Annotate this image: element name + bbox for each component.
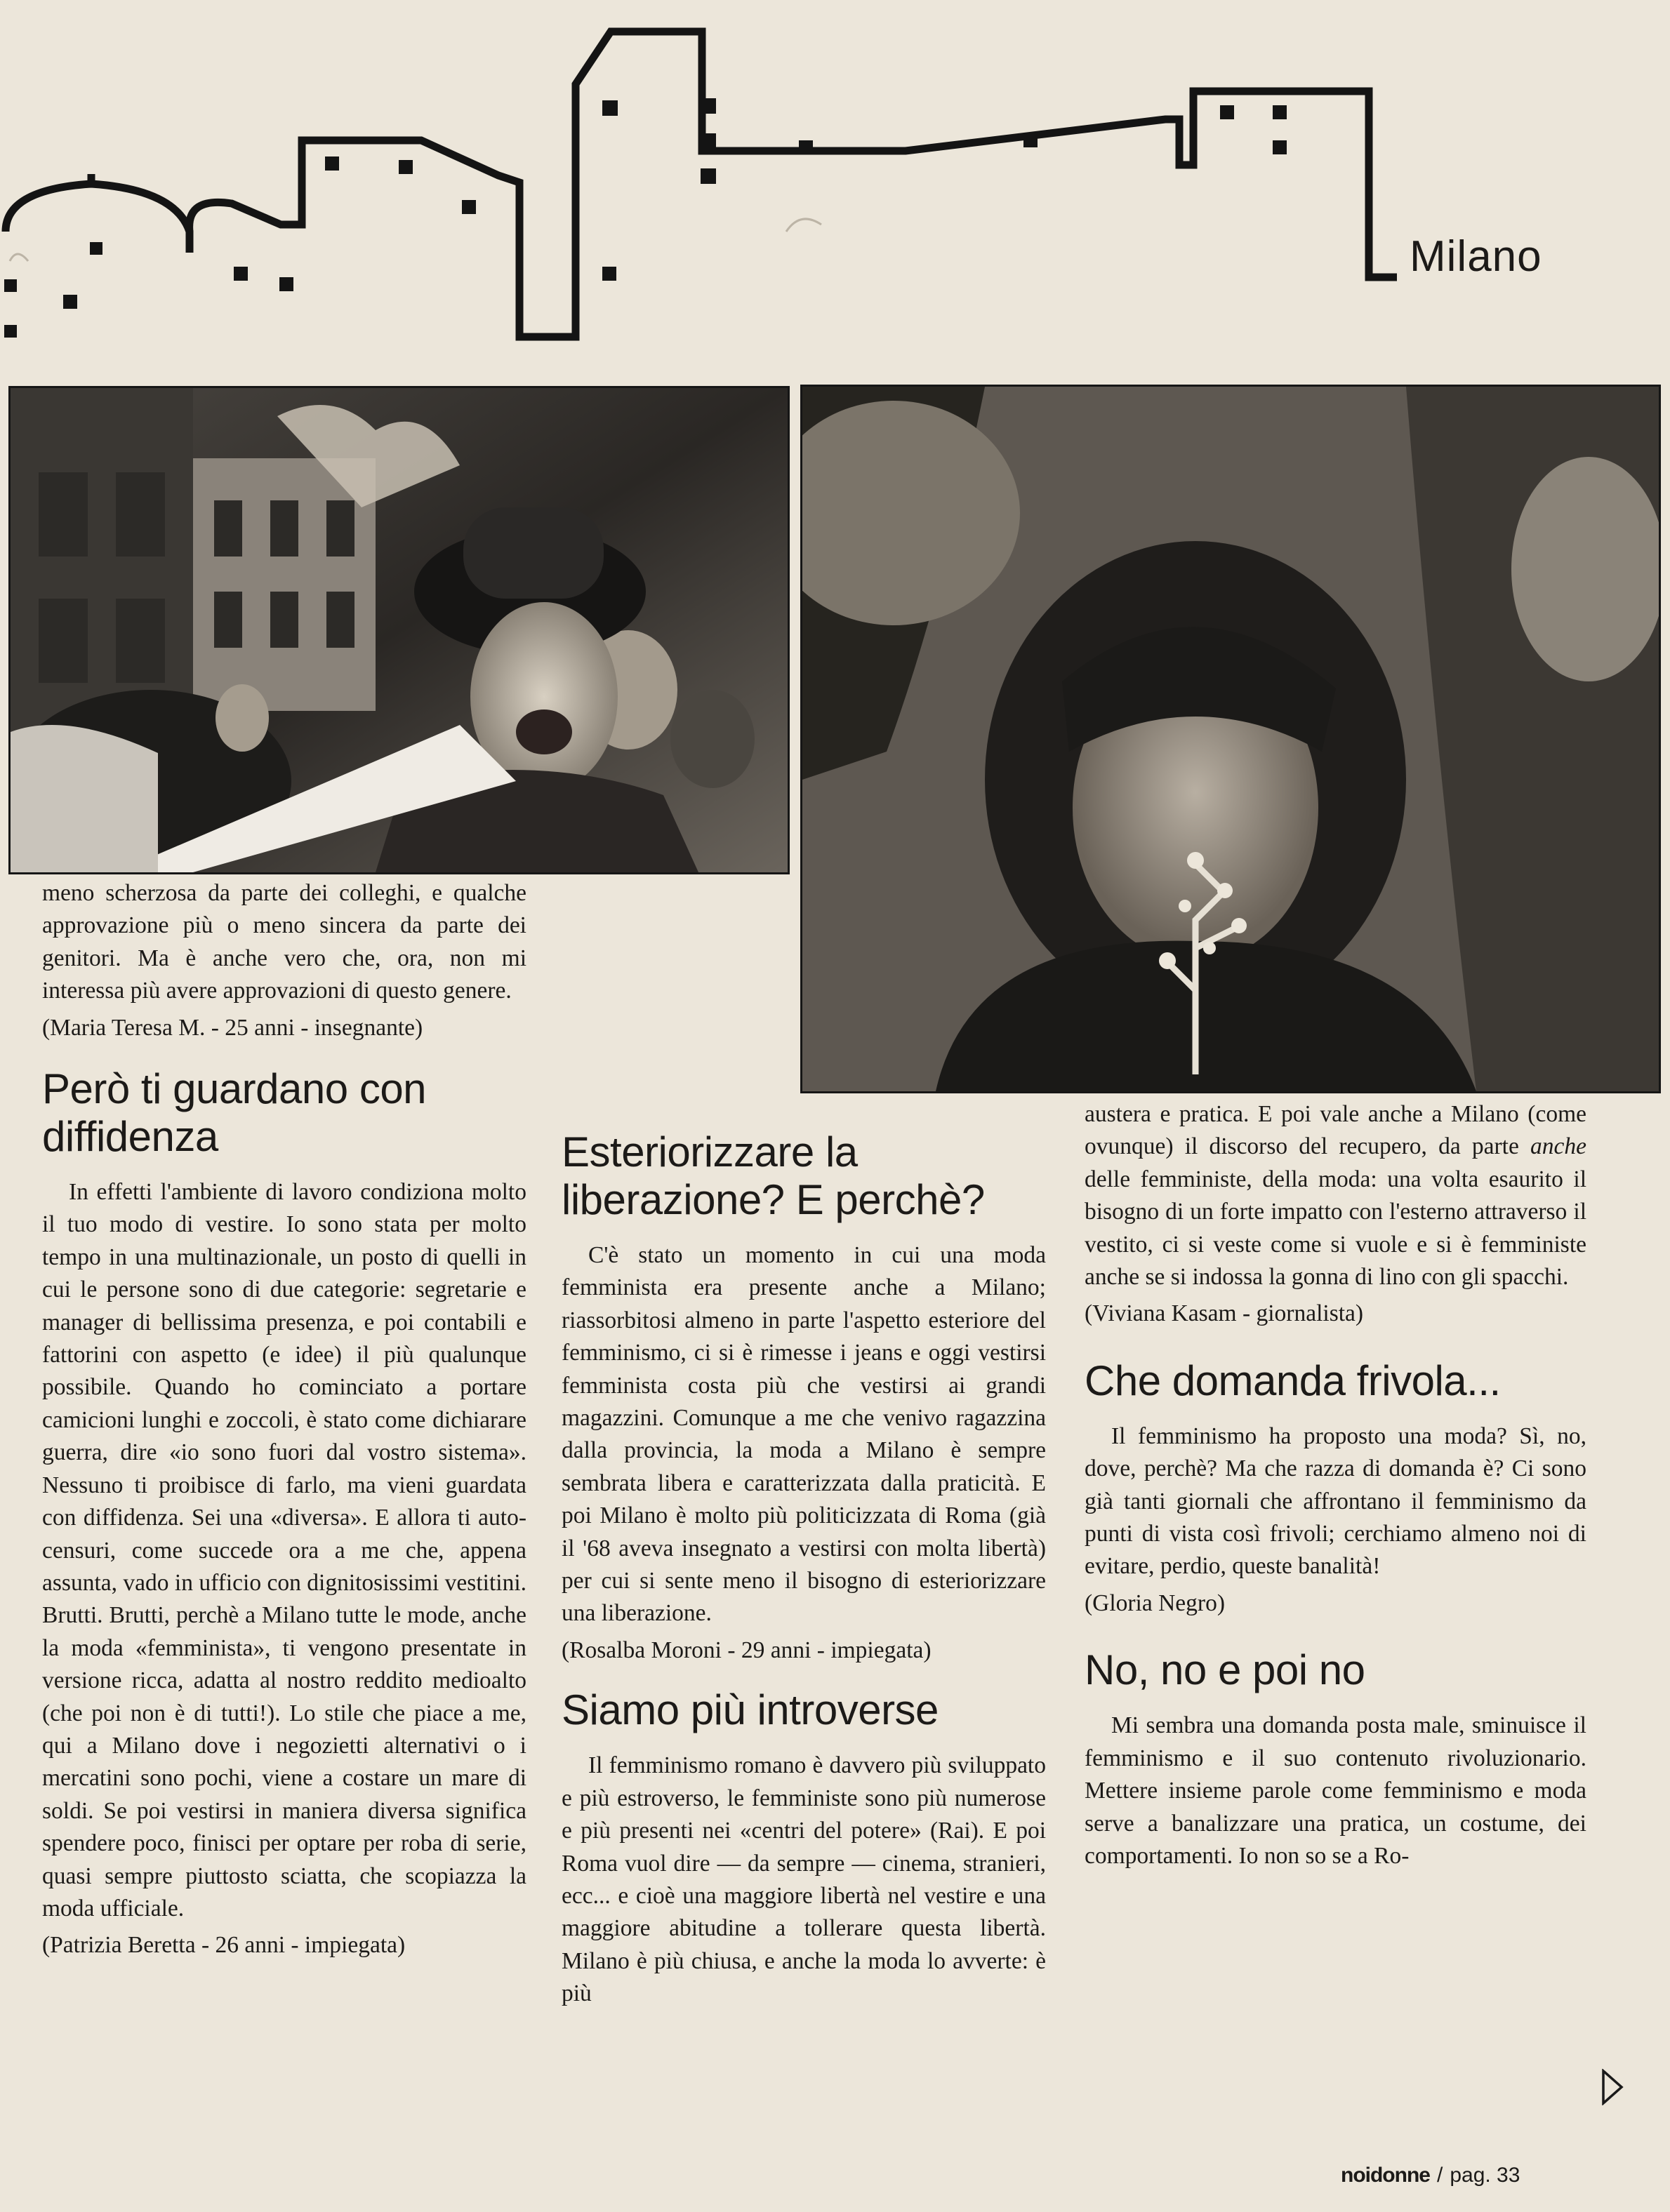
signature: (Maria Teresa M. - 25 anni - insegnante) [42,1014,423,1041]
skyline-illustration [0,0,1670,365]
paragraph: Il femminismo romano è davvero più sviluppato e più estroverso, le femministe sono più numerose e più presenti nei «centri del potere» (Rai). E poi Roma vuol dire — da sempre — cinema, stranieri, ecc... e cioè una maggiore libertà nel vestire e una maggiore abitudine a tollerare questa libertà. Milano è più chiusa, e anche la moda lo avverte: è più [562,1752,1046,2007]
signature: (Rosalba Moroni - 29 anni - impiegata) [562,1637,932,1663]
paragraph: Il femminismo ha proposto una moda? Sì, no, dove, perchè? Ma che razza di domanda è? Ci sono già tanti giornali che affrontano il femminismo da punti di vista così frivoli; cerchiamo almeno noi di evitare, perdio, queste banalità! [1085,1423,1586,1580]
subheading: Siamo più introverse [562,1686,939,1734]
magazine-brand: noidonne [1341,2164,1430,2187]
skyline-outline [190,32,1397,337]
paragraph: C'è stato un momento in cui una moda femminista era presente anche a Milano; riassorbitosi almeno in parte l'aspetto esteriore del femminismo, ci si è rimesse i jeans e oggi vestirsi femminista costa più che vestirsi ai grandi magazzini. Comunque a me che venivo ragazzina dalla provincia, la moda a Milano è sempre sembrata libera e caratterizzata dalla praticità. E poi Milano è molto più politicizzata di Roma (già il '68 aveva insegnato a vestirsi con molta libertà) per cui si sente meno il bisogno di esteriorizzare una liberazione. [562,1242,1046,1627]
emphasis: anche [1530,1133,1586,1160]
paragraph-continuation: meno scherzosa da parte dei colleghi, e qualche approvazione più o meno sincera da parte dei genitori. Ma è anche vero che, ora, non mi interessa più avere approvazioni di questo genere. [42,880,526,1004]
signature: (Gloria Negro) [1085,1590,1225,1616]
street-demonstration-photo [8,386,790,874]
page-footer [1341,2164,1520,2187]
paragraph-continuation: austera e pratica. E poi vale anche a Milano (come ovunque) il discorso del recupero, da parte anche delle femministe, della moda: una volta esaurito il bisogno di un forte impatto con l'esterno attraverso il vestito, ci si veste come si vuole e si è femministe anche se si indossa la gonna di lino con gli spacchi. [1085,1101,1586,1291]
subheading: Però ti guardano con diffidenza [42,1065,427,1161]
column-1 [42,877,526,1962]
subheading: Esteriorizzare la liberazione? E perchè? [562,1128,985,1223]
young-woman-with-mimosa-photo [800,385,1661,1093]
paragraph: In effetti l'ambiente di lavoro condiziona molto il tuo modo di vestire. Io sono stata per molto tempo in una multinazionale, un posto di quelli in cui le persone sono di due categorie: segretarie e manager di bellissima presenza, e poi contabili e fattorini con aspetto (e idee) il più qualunque possibile. Quando ho cominciato a portare camicioni lunghi e zoccoli, è stato come dichiarare guerra, dire «io sono fuori dal vostro sistema». Nessuno ti proibisce di farlo, ma vieni guardata con diffidenza. Sei una «diversa». E allora ti auto-censuri, come succede ora a me che, appena assunta, vado in ufficio con dignitosissimi vestitini. Brutti. Brutti, perchè a Milano tutte le mode, anche la moda «femminista», ti vengono presentate in versione ricca, adatta al nostro reddito medioalto (che poi non è di tutti!). Lo stile che piace a me, qui a Milano dove i negozietti alternativi o i mercatini sono pochi, viene a costare un mare di soldi. Se poi vestirsi in maniera diversa significa spendere poco, finisci per optare per roba di serie, quasi sempre piuttosto sciatta, che scopiazza la moda ufficiale. [42,1179,526,1921]
footer-separator: / [1436,2164,1443,2187]
column-3 [1085,1098,1586,1872]
section-label: Milano [1410,232,1542,281]
signature: (Viviana Kasam - giornalista) [1085,1300,1364,1327]
column-2 [562,1128,1046,2011]
paragraph: Mi sembra una domanda posta male, sminuisce il femminismo e il suo contenuto rivoluzionario. Mettere insieme parole come femminismo e moda serve a banalizzare una pratica, un costume, dei comportamenti. Io non so se a Ro- [1085,1712,1586,1869]
continue-arrow-icon [1601,2069,1624,2105]
page-number: pag. 33 [1450,2164,1520,2187]
signature: (Patrizia Beretta - 26 anni - impiegata) [42,1932,406,1959]
subheading: Che domanda frivola... [1085,1357,1501,1404]
subheading: No, no e poi no [1085,1646,1365,1694]
